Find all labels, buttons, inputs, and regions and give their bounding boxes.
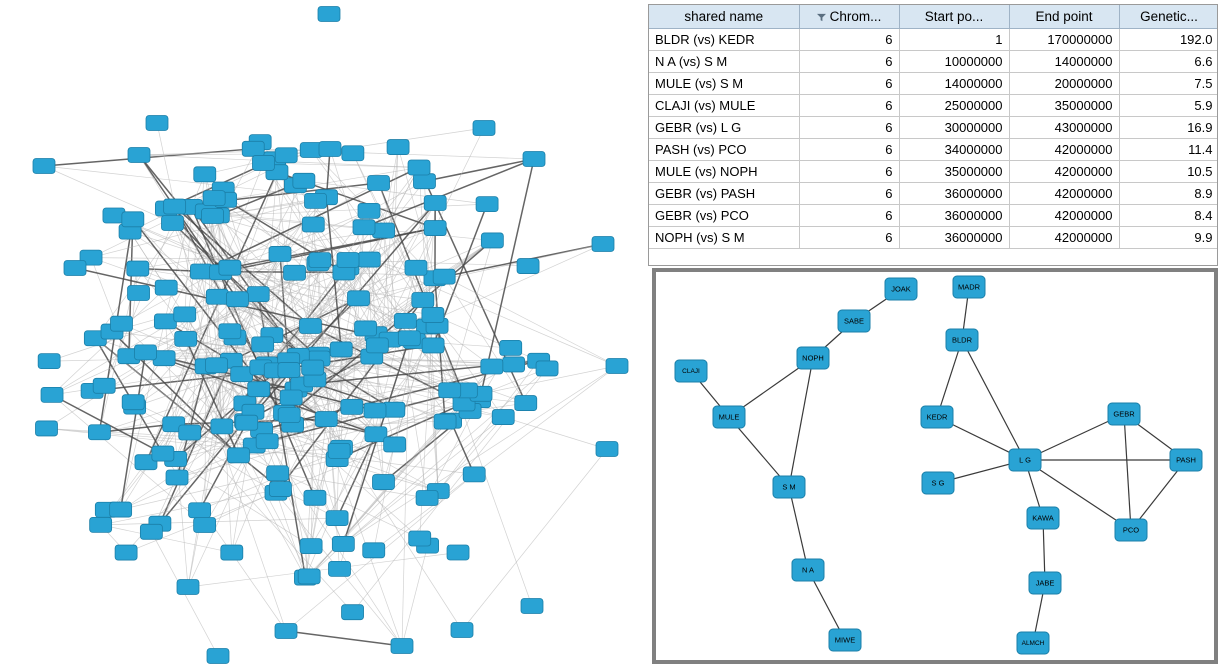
table-cell-shared-name[interactable]: NOPH (vs) S M: [649, 227, 799, 249]
network-node[interactable]: [221, 545, 243, 560]
network-node[interactable]: [384, 437, 406, 452]
filter-icon: [817, 13, 826, 22]
column-header-end-point-label: End point: [1035, 9, 1093, 24]
network-edge: [377, 244, 603, 345]
network-node[interactable]: [280, 390, 302, 405]
network-node[interactable]: [1027, 507, 1059, 529]
table-cell-shared-name[interactable]: GEBR (vs) PASH: [649, 183, 799, 205]
table-cell-value[interactable]: 7.5: [1119, 73, 1218, 95]
network-node[interactable]: [523, 152, 545, 167]
table-cell-value[interactable]: 36000000: [899, 183, 1009, 205]
table-cell-value[interactable]: 6: [799, 205, 899, 227]
network-node[interactable]: [434, 414, 456, 429]
network-node[interactable]: [236, 415, 258, 430]
table-row[interactable]: [649, 51, 1218, 73]
network-edge: [962, 340, 1025, 460]
network-node[interactable]: [161, 215, 183, 230]
network-node[interactable]: [592, 237, 614, 252]
network-node[interactable]: [503, 357, 525, 372]
network-node[interactable]: [1017, 632, 1049, 654]
network-node-label: KAWA: [1032, 513, 1054, 523]
network-node-label: ALMCH: [1021, 640, 1045, 648]
network-node[interactable]: [318, 7, 340, 22]
network-node[interactable]: [409, 531, 431, 546]
network-edge: [1124, 414, 1131, 530]
network-node[interactable]: [252, 337, 274, 352]
network-nodes-detail[interactable]: [675, 276, 1202, 654]
network-node[interactable]: [332, 536, 354, 551]
network-node[interactable]: [422, 307, 444, 322]
table-cell-shared-name[interactable]: BLDR (vs) KEDR: [649, 29, 799, 51]
network-node[interactable]: [412, 292, 434, 307]
network-node[interactable]: [309, 253, 331, 268]
network-node[interactable]: [207, 649, 229, 664]
network-node[interactable]: [319, 142, 341, 157]
table-cell-value[interactable]: 6.6: [1119, 51, 1218, 73]
column-header-shared-name[interactable]: [649, 5, 799, 29]
network-node[interactable]: [299, 319, 321, 334]
network-node[interactable]: [922, 472, 954, 494]
table-cell-value[interactable]: 6: [799, 73, 899, 95]
network-node[interactable]: [302, 360, 324, 375]
network-node-label: JABE: [1035, 578, 1055, 588]
network-node[interactable]: [422, 338, 444, 353]
table-cell-value[interactable]: 1: [899, 29, 1009, 51]
network-node[interactable]: [189, 503, 211, 518]
network-node[interactable]: [242, 141, 264, 156]
network-node[interactable]: [500, 340, 522, 355]
network-node[interactable]: [1009, 449, 1041, 471]
network-node[interactable]: [110, 502, 132, 517]
network-graph-detail[interactable]: [652, 268, 1218, 664]
network-node[interactable]: [175, 331, 197, 346]
table-cell-value[interactable]: 34000000: [899, 139, 1009, 161]
network-node[interactable]: [231, 367, 253, 382]
table-cell-value[interactable]: 36000000: [899, 227, 1009, 249]
network-node[interactable]: [267, 466, 289, 481]
network-node-label: PASH: [1176, 455, 1196, 465]
table-cell-value[interactable]: 10000000: [899, 51, 1009, 73]
table-cell-value[interactable]: 8.4: [1119, 205, 1218, 227]
network-node[interactable]: [606, 359, 628, 374]
network-edge: [789, 358, 813, 487]
network-node-label: PCO: [1122, 525, 1140, 535]
network-node[interactable]: [372, 475, 394, 490]
table-cell-value[interactable]: 16.9: [1119, 117, 1218, 139]
table-cell-value[interactable]: 5.9: [1119, 95, 1218, 117]
table-row[interactable]: [649, 205, 1218, 227]
network-node[interactable]: [363, 543, 385, 558]
network-edge: [139, 155, 267, 364]
network-node[interactable]: [773, 476, 805, 498]
network-node[interactable]: [326, 511, 348, 526]
table-cell-shared-name[interactable]: GEBR (vs) L G: [649, 117, 799, 139]
network-edge: [163, 454, 311, 547]
column-header-shared-name-label: shared name: [684, 9, 764, 24]
network-node[interactable]: [166, 470, 188, 485]
table-cell-value[interactable]: 36000000: [899, 205, 1009, 227]
table-cell-value[interactable]: 30000000: [899, 117, 1009, 139]
network-node[interactable]: [140, 524, 162, 539]
network-node[interactable]: [122, 212, 144, 227]
network-node[interactable]: [398, 331, 420, 346]
network-edges-detail: [691, 287, 1186, 643]
table-cell-value[interactable]: 6: [799, 227, 899, 249]
table-row[interactable]: [649, 73, 1218, 95]
network-node[interactable]: [408, 160, 430, 175]
network-node[interactable]: [368, 175, 390, 190]
table-cell-value[interactable]: 170000000: [1009, 29, 1119, 51]
network-node-label: CLAJI: [682, 368, 700, 376]
network-node[interactable]: [206, 358, 228, 373]
table-header-row: [649, 5, 1218, 29]
table-cell-value[interactable]: 11.4: [1119, 139, 1218, 161]
table-cell-value[interactable]: 42000000: [1009, 139, 1119, 161]
table-cell-value[interactable]: 6: [799, 161, 899, 183]
network-node[interactable]: [110, 316, 132, 331]
network-node[interactable]: [463, 467, 485, 482]
network-node[interactable]: [256, 434, 278, 449]
network-node[interactable]: [38, 354, 60, 369]
network-node[interactable]: [885, 278, 917, 300]
network-node[interactable]: [366, 338, 388, 353]
table-cell-shared-name[interactable]: MULE (vs) NOPH: [649, 161, 799, 183]
table-cell-value[interactable]: 42000000: [1009, 205, 1119, 227]
network-node[interactable]: [247, 287, 269, 302]
network-node[interactable]: [152, 446, 174, 461]
network-edge: [433, 315, 539, 361]
network-node[interactable]: [394, 313, 416, 328]
network-node-label: S G: [931, 478, 945, 488]
table-cell-value[interactable]: 6: [799, 95, 899, 117]
network-node[interactable]: [953, 276, 985, 298]
network-node[interactable]: [154, 314, 176, 329]
network-edge: [286, 631, 402, 646]
network-node-label: KEDR: [926, 412, 948, 422]
network-node[interactable]: [353, 220, 375, 235]
network-node[interactable]: [219, 260, 241, 275]
network-node[interactable]: [391, 639, 413, 654]
table-cell-shared-name[interactable]: GEBR (vs) PCO: [649, 205, 799, 227]
network-node[interactable]: [1029, 572, 1061, 594]
network-node[interactable]: [675, 360, 707, 382]
network-node[interactable]: [164, 199, 186, 214]
network-node[interactable]: [64, 261, 86, 276]
table-cell-value[interactable]: 42000000: [1009, 183, 1119, 205]
network-node[interactable]: [536, 361, 558, 376]
network-node[interactable]: [115, 545, 137, 560]
network-node-label: MADR: [957, 282, 981, 292]
network-node-label: N A: [801, 565, 815, 575]
table-cell-value[interactable]: 6: [799, 117, 899, 139]
table-cell-value[interactable]: 9.9: [1119, 227, 1218, 249]
network-node[interactable]: [122, 395, 144, 410]
network-node[interactable]: [155, 280, 177, 295]
network-node[interactable]: [921, 406, 953, 428]
network-node[interactable]: [797, 347, 829, 369]
network-node[interactable]: [284, 265, 306, 280]
network-node[interactable]: [179, 425, 201, 440]
network-node[interactable]: [201, 208, 223, 223]
table-row[interactable]: [649, 161, 1218, 183]
network-node[interactable]: [439, 383, 461, 398]
table-row[interactable]: [649, 183, 1218, 205]
table-cell-value[interactable]: 6: [799, 29, 899, 51]
network-node[interactable]: [304, 490, 326, 505]
table-row[interactable]: [649, 95, 1218, 117]
network-node[interactable]: [33, 159, 55, 174]
network-node-label: SABE: [843, 316, 865, 326]
network-node[interactable]: [134, 345, 156, 360]
network-edge: [359, 244, 603, 298]
column-header-chromosome[interactable]: [799, 5, 899, 29]
network-node[interactable]: [348, 291, 370, 306]
network-node[interactable]: [41, 387, 63, 402]
network-node[interactable]: [329, 561, 351, 576]
network-node[interactable]: [128, 148, 150, 163]
network-edge: [503, 417, 607, 449]
table-cell-value[interactable]: 25000000: [899, 95, 1009, 117]
network-node[interactable]: [838, 310, 870, 332]
network-node[interactable]: [451, 623, 473, 638]
network-node[interactable]: [275, 624, 297, 639]
network-node[interactable]: [473, 121, 495, 136]
network-node[interactable]: [206, 289, 228, 304]
network-node-label: JOAK: [891, 284, 911, 294]
network-node[interactable]: [405, 260, 427, 275]
network-node[interactable]: [358, 203, 380, 218]
network-node[interactable]: [713, 406, 745, 428]
network-node[interactable]: [342, 146, 364, 161]
network-node-label: NOPH: [802, 353, 824, 363]
network-node[interactable]: [447, 545, 469, 560]
table-cell-value[interactable]: 35000000: [1009, 95, 1119, 117]
network-node[interactable]: [269, 482, 291, 497]
network-node[interactable]: [476, 197, 498, 212]
table-cell-value[interactable]: 42000000: [1009, 227, 1119, 249]
network-node[interactable]: [194, 167, 216, 182]
attribute-table[interactable]: [649, 5, 1218, 249]
table-row[interactable]: [649, 29, 1218, 51]
table-cell-shared-name[interactable]: N A (vs) S M: [649, 51, 799, 73]
attribute-table-panel[interactable]: [648, 4, 1218, 266]
network-node[interactable]: [302, 217, 324, 232]
network-node[interactable]: [337, 252, 359, 267]
network-node[interactable]: [93, 378, 115, 393]
network-edge: [121, 352, 146, 509]
table-cell-value[interactable]: 20000000: [1009, 73, 1119, 95]
network-node[interactable]: [481, 233, 503, 248]
network-node[interactable]: [269, 246, 291, 261]
network-node[interactable]: [328, 443, 350, 458]
table-row[interactable]: [649, 227, 1218, 249]
network-node[interactable]: [413, 174, 435, 189]
table-cell-value[interactable]: 6: [799, 51, 899, 73]
table-row[interactable]: [649, 139, 1218, 161]
network-node[interactable]: [355, 321, 377, 336]
network-node[interactable]: [248, 382, 270, 397]
table-cell-value[interactable]: 14000000: [899, 73, 1009, 95]
network-node[interactable]: [341, 399, 363, 414]
network-edge: [205, 366, 206, 525]
network-node[interactable]: [226, 292, 248, 307]
table-body[interactable]: [649, 29, 1218, 249]
network-node[interactable]: [373, 223, 395, 238]
network-node-label: S M: [782, 482, 796, 492]
network-node[interactable]: [424, 221, 446, 236]
network-node[interactable]: [252, 155, 274, 170]
network-node[interactable]: [342, 605, 364, 620]
column-header-end-point[interactable]: [1009, 5, 1119, 29]
network-node[interactable]: [433, 269, 455, 284]
network-node[interactable]: [1108, 403, 1140, 425]
network-node[interactable]: [424, 195, 446, 210]
network-node[interactable]: [1170, 449, 1202, 471]
network-node[interactable]: [128, 286, 150, 301]
network-node[interactable]: [300, 539, 322, 554]
network-edge: [424, 159, 534, 181]
network-node[interactable]: [792, 559, 824, 581]
network-node[interactable]: [278, 363, 300, 378]
network-node[interactable]: [88, 425, 110, 440]
network-edge: [444, 277, 617, 366]
network-node-label: MULE: [718, 412, 740, 422]
network-node-label: GEBR: [1113, 409, 1135, 419]
network-edge: [789, 487, 808, 570]
table-cell-shared-name[interactable]: PASH (vs) PCO: [649, 139, 799, 161]
table-cell-value[interactable]: 6: [799, 183, 899, 205]
network-node[interactable]: [203, 191, 225, 206]
table-row[interactable]: [649, 117, 1218, 139]
network-node-label: MIWE: [834, 635, 856, 645]
network-node[interactable]: [194, 517, 216, 532]
column-header-genetic[interactable]: [1119, 5, 1218, 29]
table-cell-value[interactable]: 14000000: [1009, 51, 1119, 73]
network-node[interactable]: [1115, 519, 1147, 541]
column-header-start-point-label: Start po...: [924, 9, 984, 24]
network-node[interactable]: [517, 259, 539, 274]
network-graph-detail-canvas[interactable]: [656, 272, 1214, 660]
network-node[interactable]: [90, 517, 112, 532]
network-node[interactable]: [177, 580, 199, 595]
network-node[interactable]: [35, 421, 57, 436]
network-node[interactable]: [416, 490, 438, 505]
network-node[interactable]: [364, 403, 386, 418]
table-cell-value[interactable]: 10.5: [1119, 161, 1218, 183]
network-node[interactable]: [305, 193, 327, 208]
network-node[interactable]: [358, 252, 380, 267]
network-node-label: L G: [1019, 455, 1031, 465]
network-node[interactable]: [521, 599, 543, 614]
network-node[interactable]: [492, 410, 514, 425]
column-header-chromosome-label: Chrom...: [829, 9, 882, 24]
table-cell-value[interactable]: 8.9: [1119, 183, 1218, 205]
network-node[interactable]: [330, 342, 352, 357]
table-cell-value[interactable]: 42000000: [1009, 161, 1119, 183]
network-node-label: BLDR: [951, 335, 973, 345]
table-cell-value[interactable]: 35000000: [899, 161, 1009, 183]
network-node[interactable]: [174, 307, 196, 322]
network-node[interactable]: [278, 408, 300, 423]
network-node[interactable]: [146, 116, 168, 131]
network-node[interactable]: [315, 412, 337, 427]
network-edge: [937, 340, 962, 417]
network-node[interactable]: [387, 140, 409, 155]
table-cell-value[interactable]: 192.0: [1119, 29, 1218, 51]
network-node[interactable]: [275, 148, 297, 163]
network-node[interactable]: [515, 396, 537, 411]
network-node[interactable]: [127, 261, 149, 276]
column-header-genetic-label: Genetic...: [1140, 9, 1198, 24]
network-node[interactable]: [293, 173, 315, 188]
network-node[interactable]: [219, 324, 241, 339]
table-cell-shared-name[interactable]: CLAJI (vs) MULE: [649, 95, 799, 117]
network-node[interactable]: [211, 419, 233, 434]
network-node[interactable]: [829, 629, 861, 651]
table-cell-value[interactable]: 43000000: [1009, 117, 1119, 139]
network-node[interactable]: [946, 329, 978, 351]
network-node[interactable]: [596, 442, 618, 457]
network-node[interactable]: [481, 359, 503, 374]
network-edge: [402, 546, 428, 646]
network-node[interactable]: [227, 448, 249, 463]
column-header-start-point[interactable]: [899, 5, 1009, 29]
table-cell-value[interactable]: 6: [799, 139, 899, 161]
table-cell-shared-name[interactable]: MULE (vs) S M: [649, 73, 799, 95]
network-node[interactable]: [298, 569, 320, 584]
